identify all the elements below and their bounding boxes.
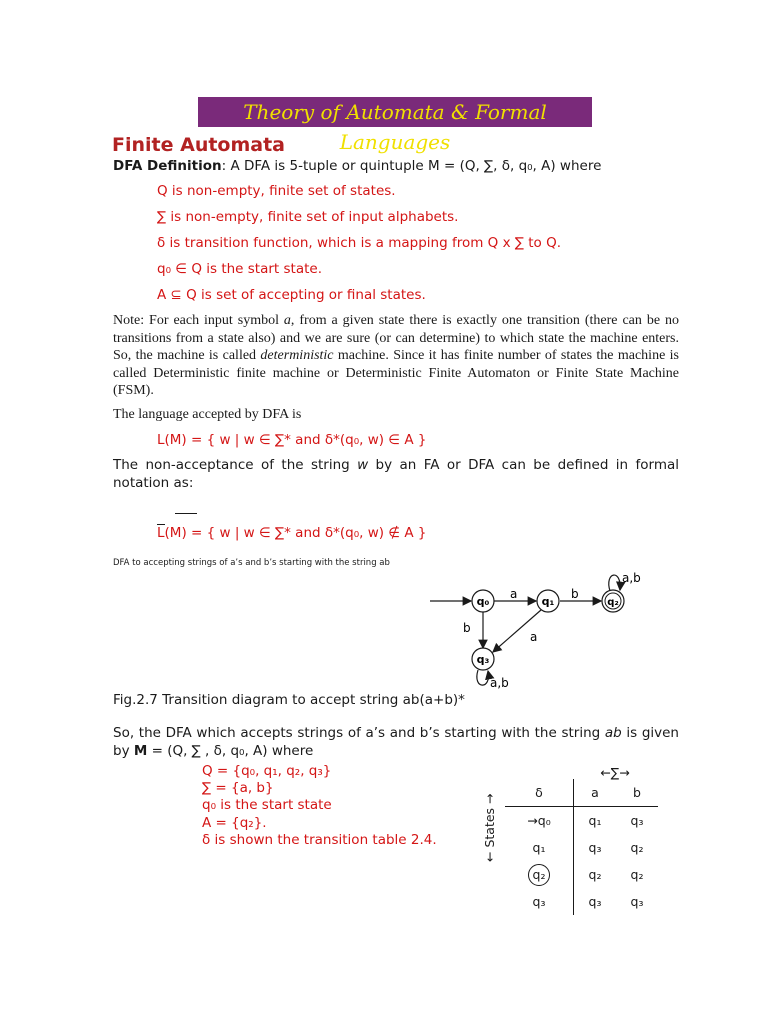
dfa-definition-label: DFA Definition — [113, 158, 222, 174]
table-cell: q₂ — [630, 867, 644, 882]
note-text: , from a given state there is exactly one transition (there can be no transitions from a state also) and we are sure (or can determine) to which state the machine enters. So, the machine is called — [113, 313, 679, 363]
edge-label-b: b — [571, 587, 579, 601]
table-cell: q₃ — [630, 813, 644, 828]
note-text: Note: For each input symbol — [113, 313, 284, 328]
table-cell: q₃ — [630, 894, 644, 909]
edge-label-b: b — [463, 621, 471, 635]
table-cell: q₃ — [574, 834, 617, 861]
diagram-title: DFA to accepting strings of a’s and b’s starting with the string ab — [113, 558, 390, 568]
note-text: machine. Since it has finite number of states the machine is called Deterministic finite machine or Deterministic Finite Automaton or Finite State Machine (FSM). — [113, 348, 679, 398]
table-header-row — [505, 779, 658, 807]
table-row — [505, 861, 658, 888]
section-heading: Finite Automata — [112, 134, 286, 156]
table-state: q₁ — [532, 840, 546, 855]
dfa-paragraph — [113, 724, 679, 760]
dfa-component: A = {q₂}. — [202, 815, 267, 831]
table-state: q₃ — [532, 894, 546, 909]
state-q2-label: q₂ — [607, 597, 619, 608]
complement-bar — [175, 513, 197, 514]
def-item: A ⊆ Q is set of accepting or final states. — [157, 287, 426, 303]
para-text: = (Q, ∑ , δ, q₀, A) where — [147, 743, 314, 759]
state-q0-label: q₀ — [476, 595, 490, 608]
table-state: →q₀ — [527, 813, 551, 828]
table-delta-header: δ — [535, 785, 543, 800]
loop-q3 — [477, 670, 489, 685]
table-row — [505, 807, 658, 835]
para-machine: M — [133, 743, 148, 759]
dfa-component: δ is shown the transition table 2.4. — [202, 832, 437, 848]
def-item: Q is non-empty, finite set of states. — [157, 183, 396, 199]
final-state-circle: q₂ — [528, 864, 550, 886]
table-col-header: b — [633, 785, 641, 800]
states-label: ← States → — [482, 793, 497, 862]
note-paragraph — [113, 312, 679, 400]
loop-label-q3: a,b — [490, 676, 509, 690]
language-equation: L(M) = { w | w ∈ ∑* and δ*(q₀, w) ∈ A } — [157, 432, 427, 448]
table-cell: q₁ — [574, 807, 617, 835]
def-item: ∑ is non-empty, finite set of input alphabets. — [157, 209, 459, 225]
table-cell: q₂ — [630, 840, 644, 855]
para-text: So, the DFA which accepts strings of a’s and b’s starting with the string — [113, 725, 605, 741]
table-row — [505, 888, 658, 915]
state-q1-label: q₁ — [541, 595, 555, 608]
dfa-definition-tuple: M = (Q, ∑, δ, q₀, A) where — [428, 158, 602, 174]
dfa-component: ∑ = {a, b} — [202, 780, 274, 796]
nonacc-symbol: w — [357, 457, 369, 473]
nonacceptance-paragraph — [113, 457, 679, 492]
note-emphasis: deterministic — [260, 348, 334, 363]
figure-caption: Fig.2.7 Transition diagram to accept string ab(a+b)* — [113, 692, 465, 708]
dfa-definition-text: : A DFA is 5-tuple or quintuple — [221, 158, 429, 174]
transition-diagram — [420, 564, 660, 694]
table-cell: q₂ — [574, 861, 617, 888]
loop-q2 — [609, 575, 620, 591]
def-item: δ is transition function, which is a mapping from Q x ∑ to Q. — [157, 235, 562, 251]
table-state-final — [505, 861, 574, 888]
para-text: is given by — [113, 725, 679, 759]
note-symbol: a — [283, 313, 291, 328]
loop-label-q2: a,b — [622, 571, 641, 585]
table-col-header: a — [574, 779, 617, 807]
nonacceptance-equation — [157, 525, 426, 541]
state-q3-label: q₃ — [476, 653, 490, 666]
nonacc-text: by an FA or DFA can be defined in formal notation as: — [113, 457, 679, 491]
nonacceptance-equation-text: (M) = { w | w ∈ ∑* and δ*(q₀, w) ∉ A } — [164, 525, 427, 541]
para-emphasis: ab — [604, 725, 622, 741]
transition-table — [505, 779, 658, 915]
dfa-component: Q = {q₀, q₁, q₂, q₃} — [202, 763, 332, 779]
nonacc-text: The non-acceptance of the string — [113, 457, 358, 473]
language-intro: The language accepted by DFA is — [113, 407, 302, 422]
page-title: Theory of Automata & Formal Languages — [198, 97, 592, 127]
dfa-definition — [113, 158, 601, 174]
edge-label-a: a — [530, 630, 538, 644]
def-item: q₀ ∈ Q is the start state. — [157, 261, 322, 277]
table-cell: q₃ — [574, 888, 617, 915]
sigma-header: ←∑→ — [600, 765, 630, 780]
edge-label-a: a — [510, 587, 518, 601]
table-row — [505, 834, 658, 861]
dfa-component: q₀ is the start state — [202, 797, 332, 813]
complement-symbol: L — [157, 525, 165, 541]
